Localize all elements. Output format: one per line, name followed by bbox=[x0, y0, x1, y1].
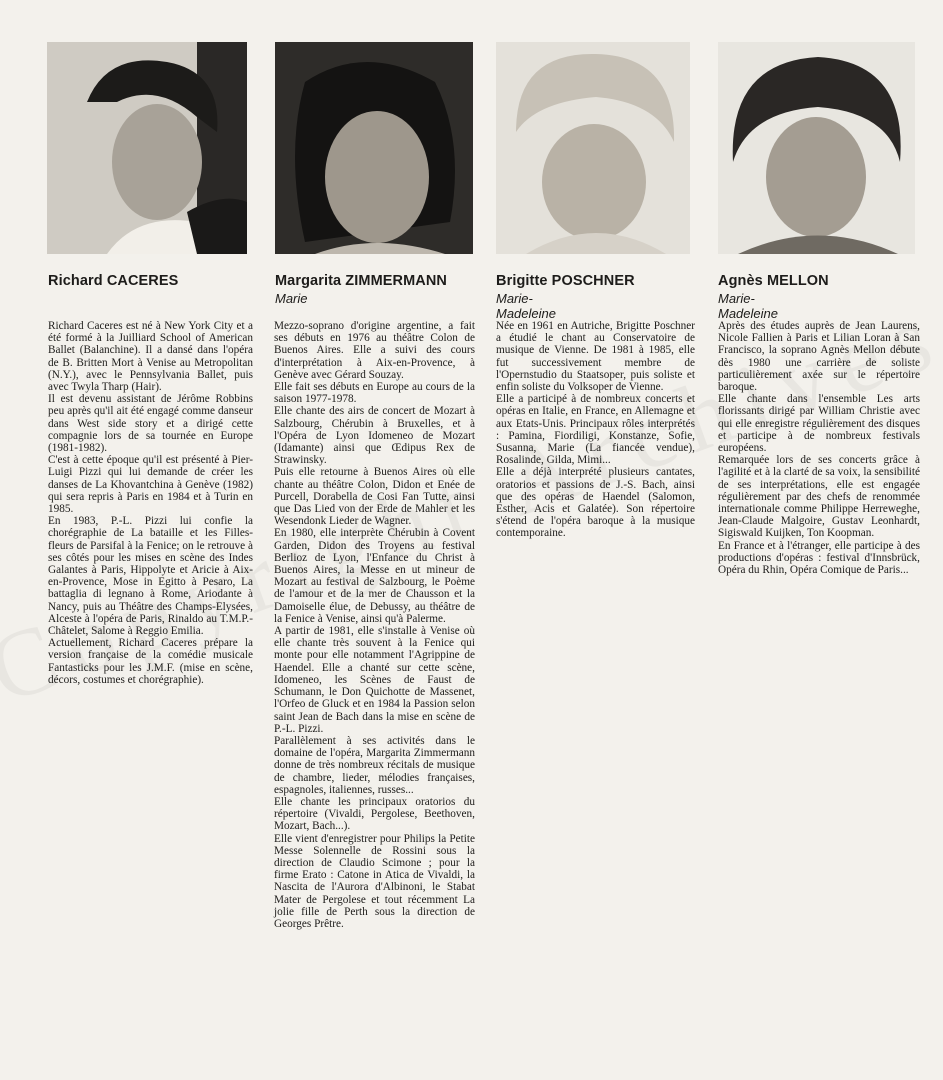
bio-paragraph: En France et à l'étranger, elle participe à des productions d'opéras : festival d'Innsbrück, Opéra du Rhin, Opéra Comique de Paris... bbox=[718, 539, 920, 577]
artist-name-zimmermann: Margarita ZIMMERMANN bbox=[275, 273, 447, 289]
artist-bio-mellon bbox=[718, 320, 920, 576]
bio-paragraph: Elle chante des airs de concert de Mozart à Salzbourg, Chérubin à Bruxelles, et à l'Opéra de Lyon Idomeneo de Mozart (Idamante) ainsi que Œdipus Rex de Strawinsky. bbox=[274, 405, 475, 467]
artist-bio-caceres bbox=[48, 320, 253, 686]
bio-paragraph: Mezzo-soprano d'origine argentine, a fait ses débuts en 1976 au théâtre Colon de Buenos Aires. Elle a suivi des cours d'interprétation à Aix-en-Provence, à Genève avec Gérard Souzay. bbox=[274, 320, 475, 381]
bio-paragraph: Elle chante dans l'ensemble Les arts florissants dirigé par William Christie avec qui elle enregistre régulièrement des disques et participe à de nombreux festivals européens. bbox=[718, 393, 920, 455]
bio-paragraph: Après des études auprès de Jean Laurens, Nicole Fallien à Paris et Lilian Loran à San Francisco, la soprano Agnès Mellon débute dès 1980 une carrière de soliste particulièrement axée sur le répertoire baroque. bbox=[718, 320, 920, 394]
bio-paragraph: A partir de 1981, elle s'installe à Venise où elle chante très souvent à la Fenice qui monte pour elle notamment l'Agrippine de Haendel. Elle a chanté sur cette scène, Idomeneo, les Scènes de Faust de Schumann, le Don Quichotte de Massenet, l'Orfeo de Gluck et en 1984 la Passion selon saint Jean de Bach dans la mise en scène de P.-L. Pizzi. bbox=[274, 625, 475, 735]
bio-paragraph: Il est devenu assistant de Jérôme Robbins peu après qu'il ait été engagé comme danseur dans West side story et a dirigé cette compagnie lors de sa tournée en Europe (1981-1982). bbox=[48, 393, 253, 455]
bio-paragraph: Puis elle retourne à Buenos Aires où elle chante au théâtre Colon, Didon et Enée de Purcell, Dorabella de Cosi Fan Tutte, ainsi que Das Lied von der Erde de Mahler et les Wesendonk Lieder de Wagner. bbox=[274, 466, 475, 528]
bio-paragraph: Elle chante les principaux oratorios du répertoire (Vivaldi, Pergolese, Beethoven, Mozart, Bach...). bbox=[274, 795, 475, 833]
artist-name-caceres: Richard CACERES bbox=[48, 273, 179, 289]
portrait-photo-mellon bbox=[718, 42, 915, 254]
artist-role-mellon: Marie-Madeleine bbox=[718, 291, 778, 321]
bio-paragraph: Née en 1961 en Autriche, Brigitte Poschner a étudié le chant au Conservatoire de musique de Vienne. De 1981 à 1985, elle fut successivement membre de l'Opernstudio du Staatsoper, puis soliste et enfin soliste du Volksoper de Vienne. bbox=[496, 320, 695, 394]
artist-bio-zimmermann bbox=[274, 320, 475, 930]
artist-bio-poschner bbox=[496, 320, 695, 540]
bio-paragraph: En 1983, P.-L. Pizzi lui confie la chorégraphie de La bataille et les Filles-fleurs de Parsifal à la Fenice; on le retrouve à ses côtés pour les mises en scène des Indes Galantes à Paris, Hippolyte et Aricie à Aix-en-Provence, Mose in Egitto à Pesaro, La battaglia di legnano à Rome, Ariodante à Nancy, puis au Théâtre des Champs-Elysées, Alceste à l'opéra de Paris, Rinaldo au T.M.P.-Châtelet, Salome à Reggio Emilia. bbox=[48, 515, 253, 638]
bio-paragraph: Elle a participé à de nombreux concerts et opéras en Italie, en France, en Allemagne et aux Etats-Unis. Principaux rôles interprétés : Pamina, Fiordiligi, Konstanze, Sofie, Susanna, Marie (La fiancée vendue), Rosalinde, Gilda, Mimi... bbox=[496, 393, 695, 467]
portrait-photo-poschner bbox=[496, 42, 690, 254]
portrait-photo-caceres bbox=[47, 42, 247, 254]
bio-paragraph: Parallèlement à ses activités dans le domaine de l'opéra, Margarita Zimmermann donne de très nombreux récitals de musique de chambre, lieder, mélodies françaises, espagnoles, italiennes, russes... bbox=[274, 734, 475, 796]
bio-paragraph: Elle fait ses débuts en Europe au cours de la saison 1977-1978. bbox=[274, 381, 475, 406]
bio-paragraph: C'est à cette époque qu'il est présenté à Pier-Luigi Pizzi qui lui demande de créer les danses de La Khovantchina à Genève (1982) qui sera repris à Paris en 1984 et à Turin en 1985. bbox=[48, 454, 253, 516]
artist-role-poschner: Marie-Madeleine bbox=[496, 291, 556, 321]
portrait-photo-zimmermann bbox=[275, 42, 473, 254]
artist-name-mellon: Agnès MELLON bbox=[718, 273, 829, 289]
bio-paragraph: Actuellement, Richard Caceres prépare la version française de la comédie musicale Fantasticks pour les J.M.F. (mise en scène, décors, costumes et chorégraphie). bbox=[48, 637, 253, 686]
bio-paragraph: Elle vient d'enregistrer pour Philips la Petite Messe Solennelle de Rossini sous la direction de Claudio Scimone ; pour la firme Erato : Catone in Atica de Vivaldi, la Nascita de l'Aurora d'Albinoni, le Stabat Mater de Pergolese et tout récemment La jolie fille de Perth sous la direction de Georges Prêtre. bbox=[274, 832, 475, 930]
bio-paragraph: Remarquée lors de ses concerts grâce à l'agilité et à la clarté de sa voix, la sensibilité de ses interprétations, elle est engagée régulièrement par des chefs de renommée internationale comme Philippe Herreweghe, Jean-Claude Malgoire, Gustav Leonhardt, Sigiswald Kuijken, Ton Koopman. bbox=[718, 454, 920, 540]
artist-name-poschner: Brigitte POSCHNER bbox=[496, 273, 635, 289]
bio-paragraph: Elle a déjà interprété plusieurs cantates, oratorios et passions de J.-S. Bach, ainsi que des opéras de Haendel (Salomon, Esther, Acis et Galatée). Son répertoire s'étend de l'opéra baroque à la musique contemporaine. bbox=[496, 466, 695, 540]
bio-paragraph: Richard Caceres est né à New York City et a été formé à la Juilliard School of American Ballet (Balanchine). Il a dansé dans l'opéra de B. Britten Mort à Venise au Metropolitan (N.Y.), avec le Pennsylvania Ballet, puis avec Twyla Tharp (Hair). bbox=[48, 320, 253, 394]
artist-role-zimmermann: Marie bbox=[275, 291, 308, 306]
bio-paragraph: En 1980, elle interprète Chérubin à Covent Garden, Didon des Troyens au festival Berlioz de Lyon, l'Enfance du Christ à Buenos Aires, la Messe en ut mineur de Mozart au festival de Salzbourg, le Poème de l'amour et de la mer de Chausson et la Damoiselle élue, de Debussy, au théâtre de la Fenice à Venise, ainsi qu'à Palerme. bbox=[274, 527, 475, 625]
